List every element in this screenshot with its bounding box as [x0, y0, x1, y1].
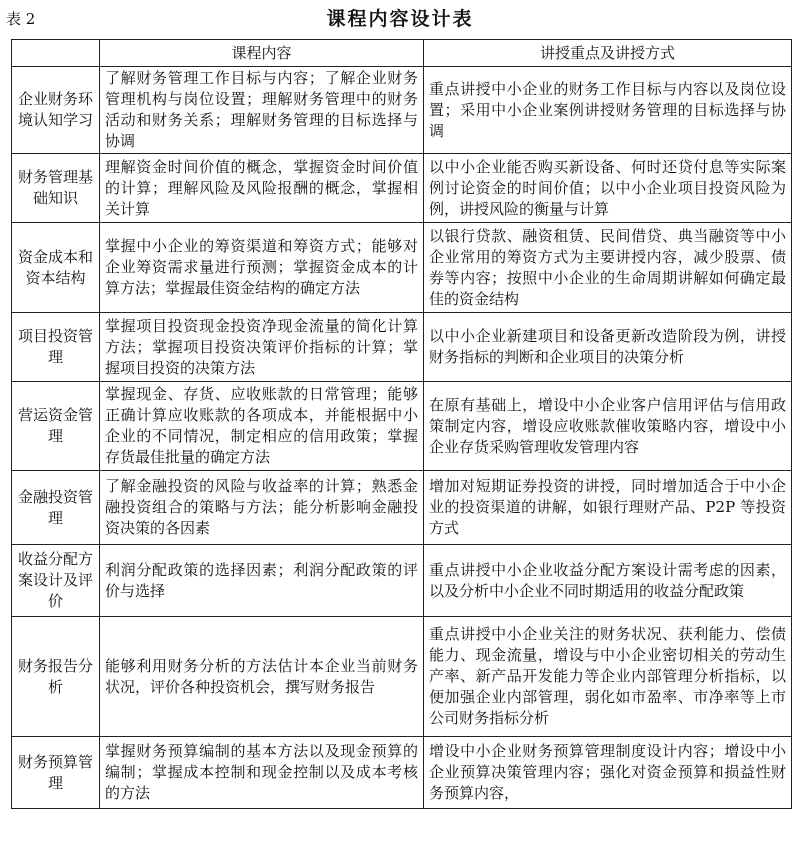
header-course-content: 课程内容	[100, 40, 424, 67]
course-content: 能够利用财务分析的方法估计本企业当前财务状况，评价各种投资机会，撰写财务报告	[100, 617, 424, 737]
teaching-focus: 重点讲授中小企业关注的财务状况、获利能力、偿债能力、现金流量，增设与中小企业密切相关的劳动生产率、新产品开发能力等企业内部管理分析指标，以便加强企业内部管理，弱化如市盈率、市净率等上市公司财务指标分析	[424, 617, 792, 737]
table-label: 表 2	[6, 10, 36, 28]
course-content: 掌握财务预算编制的基本方法以及现金预算的编制；掌握成本控制和现金控制以及成本考核的方法	[100, 737, 424, 809]
table-row	[12, 737, 792, 809]
teaching-focus: 增设中小企业财务预算管理制度设计内容；增设中小企业预算决策管理内容；强化对资金预算和损益性财务预算内容，	[424, 737, 792, 809]
module-name: 项目投资管理	[12, 313, 100, 382]
course-content: 利润分配政策的选择因素；利润分配政策的评价与选择	[100, 545, 424, 617]
table-caption: 课程内容设计表	[326, 8, 474, 30]
course-content: 理解资金时间价值的概念，掌握资金时间价值的计算；理解风险及风险报酬的概念，掌握相关计算	[100, 154, 424, 223]
teaching-focus: 重点讲授中小企业的财务工作目标与内容以及岗位设置；采用中小企业案例讲授财务管理的目标选择与协调	[424, 67, 792, 154]
header-teaching-focus: 讲授重点及讲授方式	[424, 40, 792, 67]
teaching-focus: 重点讲授中小企业收益分配方案设计需考虑的因素，以及分析中小企业不同时期适用的收益分配政策	[424, 545, 792, 617]
table-row	[12, 382, 792, 471]
module-name: 财务预算管理	[12, 737, 100, 809]
course-content-table	[11, 39, 792, 809]
module-name: 资金成本和资本结构	[12, 223, 100, 313]
course-content: 掌握项目投资现金投资净现金流量的简化计算方法；掌握项目投资决策评价指标的计算；掌握项目投资的决策方法	[100, 313, 424, 382]
header-row	[12, 40, 792, 67]
table-row	[12, 223, 792, 313]
header-blank	[12, 40, 100, 67]
course-content: 了解金融投资的风险与收益率的计算；熟悉金融投资组合的策略与方法；能分析影响金融投资决策的各因素	[100, 471, 424, 545]
teaching-focus: 以银行贷款、融资租赁、民间借贷、典当融资等中小企业常用的筹资方式为主要讲授内容，减少股票、债券等内容；按照中小企业的生命周期讲解如何确定最佳的资金结构	[424, 223, 792, 313]
course-content: 掌握现金、存货、应收账款的日常管理；能够正确计算应收账款的各项成本，并能根据中小企业的不同情况，制定相应的信用政策；掌握存货最佳批量的确定方法	[100, 382, 424, 471]
teaching-focus: 在原有基础上，增设中小企业客户信用评估与信用政策制定内容，增设应收账款催收策略内容，增设中小企业存货采购管理收发管理内容	[424, 382, 792, 471]
module-name: 金融投资管理	[12, 471, 100, 545]
teaching-focus: 增加对短期证券投资的讲授，同时增加适合于中小企业的投资渠道的讲解，如银行理财产品、P2P 等投资方式	[424, 471, 792, 545]
table-row	[12, 545, 792, 617]
course-content: 掌握中小企业的筹资渠道和筹资方式；能够对企业筹资需求量进行预测；掌握资金成本的计算方法；掌握最佳资金结构的确定方法	[100, 223, 424, 313]
module-name: 财务管理基础知识	[12, 154, 100, 223]
table-row	[12, 471, 792, 545]
module-name: 营运资金管理	[12, 382, 100, 471]
teaching-focus: 以中小企业能否购买新设备、何时还贷付息等实际案例讨论资金的时间价值；以中小企业项目投资风险为例，讲授风险的衡量与计算	[424, 154, 792, 223]
module-name: 企业财务环境认知学习	[12, 67, 100, 154]
module-name: 收益分配方案设计及评价	[12, 545, 100, 617]
teaching-focus: 以中小企业新建项目和设备更新改造阶段为例，讲授财务指标的判断和企业项目的决策分析	[424, 313, 792, 382]
table-row	[12, 617, 792, 737]
module-name: 财务报告分析	[12, 617, 100, 737]
table-row	[12, 313, 792, 382]
course-content: 了解财务管理工作目标与内容；了解企业财务管理机构与岗位设置；理解财务管理中的财务活动和财务关系；理解财务管理的目标选择与协调	[100, 67, 424, 154]
table-row	[12, 154, 792, 223]
table-row	[12, 67, 792, 154]
